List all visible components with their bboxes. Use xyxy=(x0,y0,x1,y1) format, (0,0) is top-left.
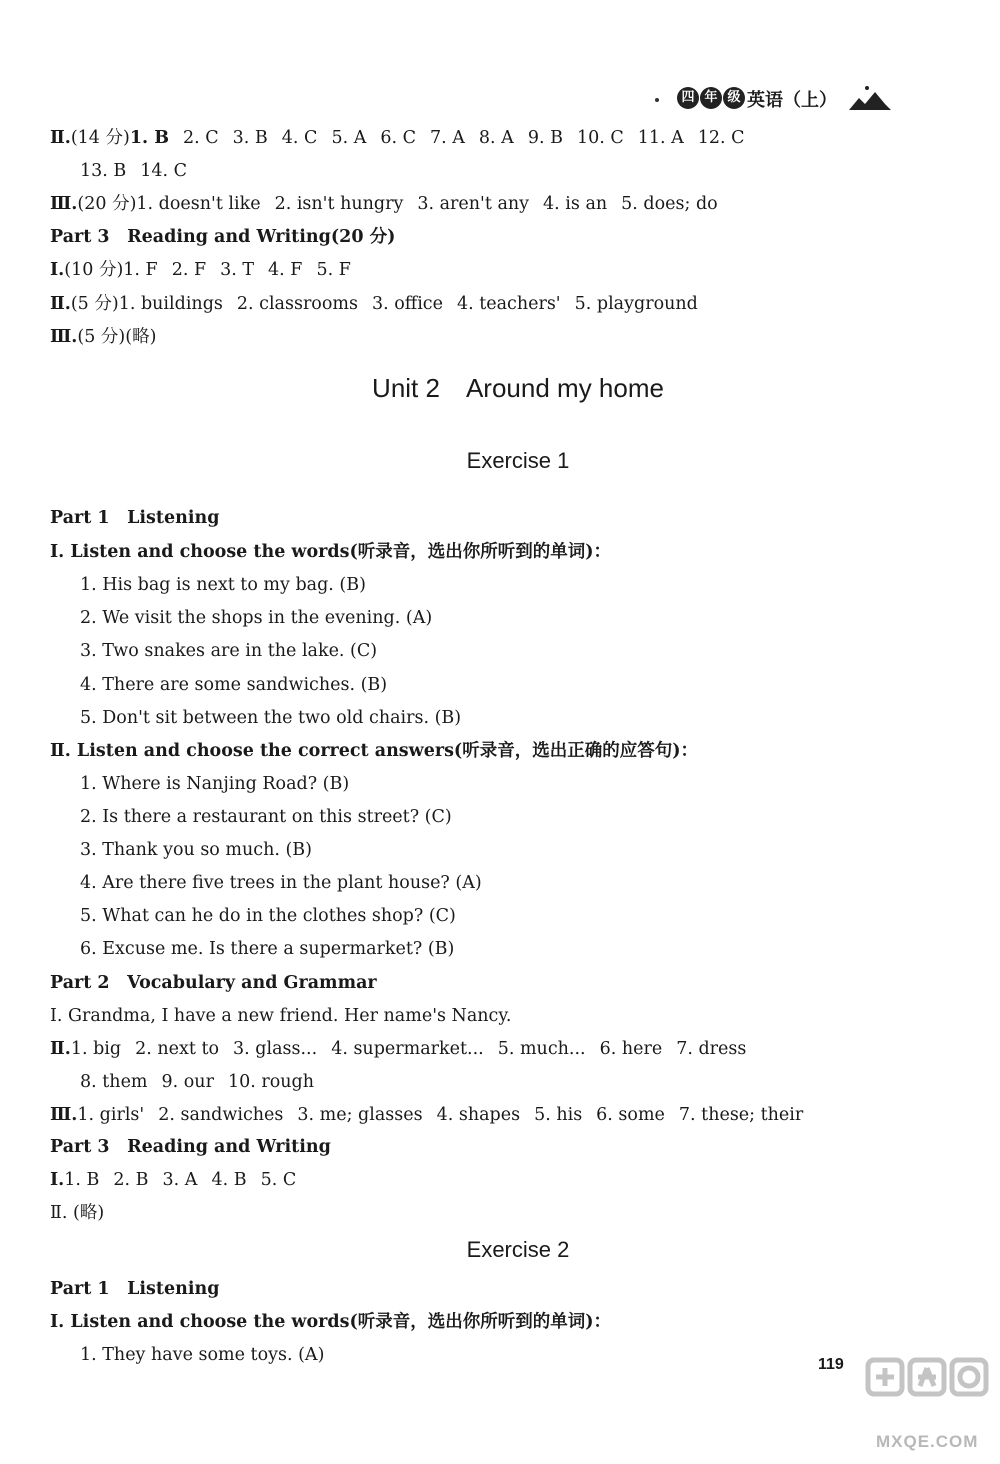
ex1-q1-item: 1. His bag is next to my bag. (B) xyxy=(80,575,366,595)
ex1-q2-item: 4. Are there five trees in the plant house? (A) xyxy=(80,873,482,893)
grade-badge-2: 年 xyxy=(700,87,722,109)
watermark-text: MXQE.COM xyxy=(876,1432,979,1451)
exercise2-title: Exercise 2 xyxy=(466,1237,570,1262)
ex1-q1-item: 4. There are some sandwiches. (B) xyxy=(80,675,388,695)
ex2-q1-item: 1. They have some toys. (A) xyxy=(80,1345,325,1365)
ex2-part1-title: Part 1 Listening xyxy=(50,1279,220,1299)
prev-q2-row2: 13. B 14. C xyxy=(80,161,188,181)
ex1-q2-item: 1. Where is Nanjing Road? (B) xyxy=(80,774,350,794)
ex1-part2-title: Part 2 Vocabulary and Grammar xyxy=(50,973,377,993)
unit-title: Unit 2 Around my home xyxy=(372,373,664,403)
page-header xyxy=(655,80,905,116)
ex1-q2-item: 2. Is there a restaurant on this street? (C) xyxy=(80,807,452,827)
ex1-p3-q2: Ⅱ. (略) xyxy=(50,1203,105,1223)
header-subject: 英语（上） xyxy=(747,90,837,111)
ex2-q1-title: Ⅰ. Listen and choose the words(听录音，选出你所听到的单词)： xyxy=(50,1312,612,1332)
ex1-p2-q2-row1: Ⅱ.1. big 2. next to 3. glass... 4. supermarket... 5. much... 6. here 7. dress xyxy=(50,1039,747,1059)
grade-badge-1: 四 xyxy=(677,87,699,109)
prev-p3-q1: Ⅰ.(10 分)1. F 2. F 3. T 4. F 5. F xyxy=(50,260,351,280)
prev-q3: Ⅲ.(20 分)1. doesn't like 2. isn't hungry 3. aren't any 4. is an 5. does; do xyxy=(50,194,718,214)
ex1-q2-item: 3. Thank you so much. (B) xyxy=(80,840,312,860)
prev-q2-row1: Ⅱ.(14 分)1. B 2. C 3. B 4. C 5. A 6. C 7. A 8. A 9. B 10. C 11. A 12. C xyxy=(50,128,745,148)
ex1-p2-q1: Ⅰ. Grandma, I have a new friend. Her name's Nancy. xyxy=(50,1006,512,1026)
prev-p3-q2: Ⅱ.(5 分)1. buildings 2. classrooms 3. office 4. teachers' 5. playground xyxy=(50,294,698,314)
ex1-q2-item: 6. Excuse me. Is there a supermarket? (B) xyxy=(80,939,455,959)
grade-badge-3: 级 xyxy=(723,87,745,109)
page-number: 119 xyxy=(818,1356,844,1373)
ex1-part3-title: Part 3 Reading and Writing xyxy=(50,1137,331,1157)
ex1-q1-item: 3. Two snakes are in the lake. (C) xyxy=(80,641,378,661)
ex1-q1-item: 5. Don't sit between the two old chairs. (B) xyxy=(80,708,462,728)
ex1-q2-item: 5. What can he do in the clothes shop? (C) xyxy=(80,906,456,926)
prev-part3-title: Part 3 Reading and Writing(20 分) xyxy=(50,227,396,247)
ex1-p2-q3: Ⅲ.1. girls' 2. sandwiches 3. me; glasses 4. shapes 5. his 6. some 7. these; their xyxy=(50,1105,804,1125)
ex1-q2-title: Ⅱ. Listen and choose the correct answers(听录音，选出正确的应答句)： xyxy=(50,741,698,761)
ex1-part1-title: Part 1 Listening xyxy=(50,508,220,528)
header-decoration-icon xyxy=(845,84,895,114)
prev-p3-q3: Ⅲ.(5 分)(略) xyxy=(50,327,157,347)
ex1-p3-q1: Ⅰ.1. B 2. B 3. A 4. B 5. C xyxy=(50,1170,297,1190)
ex1-q1-title: Ⅰ. Listen and choose the words(听录音，选出你所听到的单词)： xyxy=(50,542,612,562)
exercise1-title: Exercise 1 xyxy=(466,448,570,473)
ex1-p2-q2-row2: 8. them 9. our 10. rough xyxy=(80,1072,314,1092)
ex1-q1-item: 2. We visit the shops in the evening. (A) xyxy=(80,608,433,628)
header-dot xyxy=(655,98,659,102)
